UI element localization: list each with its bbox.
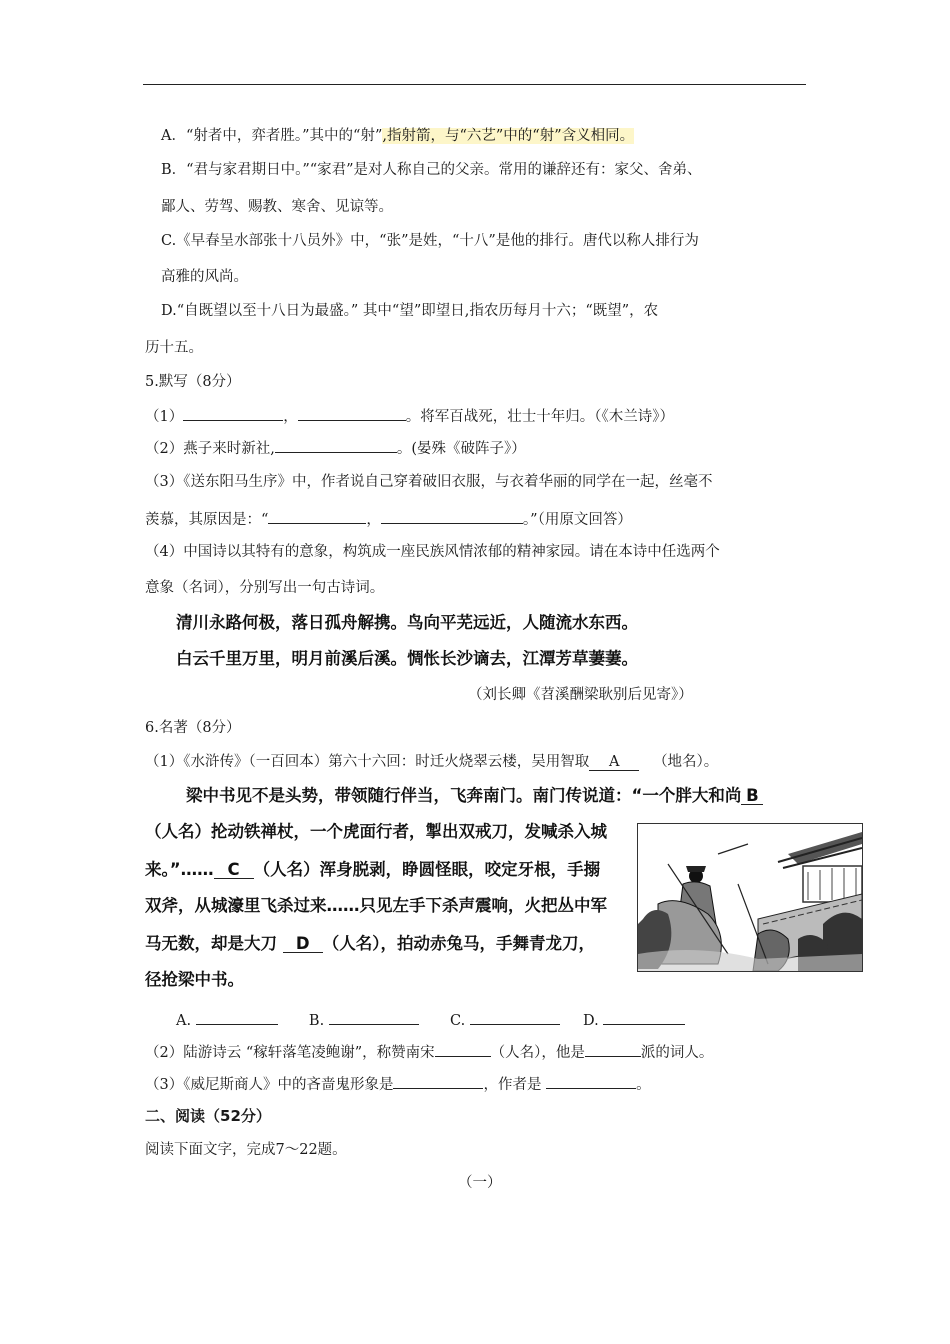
- q5-item3-blank1[interactable]: [268, 509, 366, 524]
- q4-option-a-text: A．“射者中，弈者胜。”其中的“射”: [161, 128, 383, 144]
- q5-poem-line2: 白云千里万里，明月前溪后溪。惆怅长沙谪去，江潭芳草萋萋。: [176, 649, 638, 668]
- q5-item2-suffix: 。(晏殊《破阵子》）: [396, 441, 526, 457]
- q6-passage-blank-b[interactable]: B: [741, 788, 763, 805]
- q5-item1-suffix: 。将军百战死，壮士十年归。（《木兰诗》）: [405, 409, 674, 425]
- q6-passage-line3-prefix: 来。”……: [145, 860, 214, 879]
- q6-answer-blank-c[interactable]: [470, 1010, 560, 1025]
- q5-item1: [145, 406, 674, 427]
- q6-passage-line4: 双斧，从城濠里飞杀过来……只见左手下杀声震响，火把丛中军: [145, 896, 607, 915]
- q5-poem-source: （刘长卿《苕溪酬梁耿别后见寄》）: [468, 687, 693, 703]
- q6-passage-line6: 径抢梁中书。: [145, 970, 244, 989]
- q5-poem-line1: 清川永路何极，落日孤舟解携。鸟向平芜远近，人随流水东西。: [176, 613, 638, 632]
- q5-item2-blank[interactable]: [275, 438, 397, 453]
- q6-item1-suffix: （地名）。: [653, 754, 719, 770]
- q6-passage-line2: （人名）抡动铁禅杖，一个虎面行者，掣出双戒刀，发喊杀入城: [145, 822, 607, 841]
- q6-item2-suffix: 派的词人。: [640, 1045, 714, 1061]
- q4-option-c-line2: 高雅的风尚。: [161, 269, 248, 285]
- q5-item4-line1: （4）中国诗以其特有的意象，构筑成一座民族风情浓郁的精神家园。请在本诗中任选两个: [145, 544, 720, 560]
- q6-passage-line5-prefix: 马无数，却是大刀: [145, 934, 277, 953]
- section2-intro: 阅读下面文字，完成7～22题。: [145, 1142, 347, 1158]
- q6-item2-blank2[interactable]: [585, 1042, 641, 1057]
- q6-passage-line1-text: 梁中书见不是头势，带领随行伴当，飞奔南门。南门传说道：“一个胖大和尚: [186, 786, 742, 805]
- q4-option-b-line2: 鄙人、劳驾、赐教、寒舍、见谅等。: [161, 199, 393, 215]
- q5-item2: [145, 438, 526, 459]
- q6-answer-label-c: C.: [450, 1013, 466, 1029]
- header-rule: [143, 84, 806, 85]
- q6-item3-blank2[interactable]: [546, 1074, 636, 1089]
- q6-item3-middle: ，作者是: [483, 1077, 542, 1093]
- q6-answer-blank-d[interactable]: [603, 1010, 685, 1025]
- q6-item2: [145, 1042, 713, 1063]
- q5-item3-line1: （3）《送东阳马生序》中，作者说自己穿着破旧衣服，与衣着华丽的同学在一起，丝毫不: [145, 474, 713, 490]
- q6-answer-row: [176, 1010, 685, 1031]
- q5-item3-line2: [145, 509, 632, 530]
- section2-part-label: （一）: [458, 1175, 502, 1191]
- q5-item1-prefix: （1）: [145, 409, 184, 425]
- q6-item1: [145, 752, 718, 772]
- q6-passage-line5-suffix: （人名），拍动赤兔马，手舞青龙刀，: [322, 934, 595, 953]
- q4-option-d-line2: 历十五。: [145, 340, 203, 356]
- q4-option-a: [161, 126, 634, 146]
- q5-item3-suffix: 。”（用原文回答）: [522, 512, 632, 528]
- q6-item3-suffix: 。: [636, 1077, 651, 1093]
- q6-item1-prefix: （1）《水浒传》（一百回本）第六十六回：时迁火烧翠云楼，吴用智取: [145, 754, 590, 770]
- q5-item1-blank2[interactable]: [298, 406, 406, 421]
- q5-item1-separator: ，: [283, 409, 298, 425]
- q6-passage-blank-c[interactable]: C: [214, 862, 254, 879]
- q5-item3-separator: ，: [366, 512, 381, 528]
- section2-title: 二、阅读（52分）: [145, 1107, 271, 1125]
- q6-item3: [145, 1074, 651, 1095]
- q6-item2-prefix: （2）陆游诗云 “稼轩落笔凌鲍谢”，称赞南宋: [145, 1045, 435, 1061]
- q5-item3-prefix: 羡慕，其原因是：“: [145, 512, 269, 528]
- q4-option-d-line1: D.“自既望以至十八日为最盛。” 其中“望”即望日,指农历每月十六；“既望”，农: [161, 303, 659, 319]
- q4-option-b-line1: B．“君与家君期日中。”“家君”是对人称自己的父亲。常用的谦辞还有：家父、舍弟、: [161, 162, 702, 178]
- q6-item3-prefix: （3）《威尼斯商人》中的吝啬鬼形象是: [145, 1077, 394, 1093]
- q6-passage-line3: [145, 860, 600, 880]
- q5-item2-prefix: （2）燕子来时新社,: [145, 441, 275, 457]
- q5-item3-blank2[interactable]: [381, 509, 523, 524]
- q6-answer-blank-b[interactable]: [329, 1010, 419, 1025]
- q6-answer-label-b: B.: [308, 1013, 325, 1029]
- q6-item3-blank1[interactable]: [393, 1074, 483, 1089]
- q6-item2-blank1[interactable]: [435, 1042, 491, 1057]
- q6-item2-middle: （人名），他是: [490, 1045, 585, 1061]
- battle-illustration: [637, 823, 863, 972]
- q6-title: 6.名著（8分）: [145, 720, 241, 736]
- q5-item1-blank1[interactable]: [183, 406, 283, 421]
- q6-answer-label-a: A.: [176, 1013, 192, 1029]
- q6-passage-blank-d[interactable]: D: [283, 936, 323, 953]
- q5-item4-line2: 意象（名词），分别写出一句古诗词。: [145, 580, 385, 596]
- q6-passage-line1: [186, 786, 763, 806]
- q6-passage-line3-suffix: （人名）浑身脱剥，睁圆怪眼，咬定牙根，手搦: [253, 860, 601, 879]
- q6-answer-label-d: D.: [583, 1013, 599, 1029]
- q6-passage-line5: [145, 934, 595, 954]
- q4-option-a-highlight: ,指射箭，与“六艺”中的“射”含义相同。: [382, 128, 635, 144]
- q6-answer-blank-a[interactable]: [196, 1010, 278, 1025]
- q4-option-c-line1: C.《早春呈水部张十八员外》中，“张”是姓，“十八”是他的排行。唐代以称人排行为: [161, 233, 699, 249]
- q6-item1-blank-a[interactable]: A: [589, 754, 639, 771]
- q5-title: 5.默写（8分）: [145, 374, 241, 390]
